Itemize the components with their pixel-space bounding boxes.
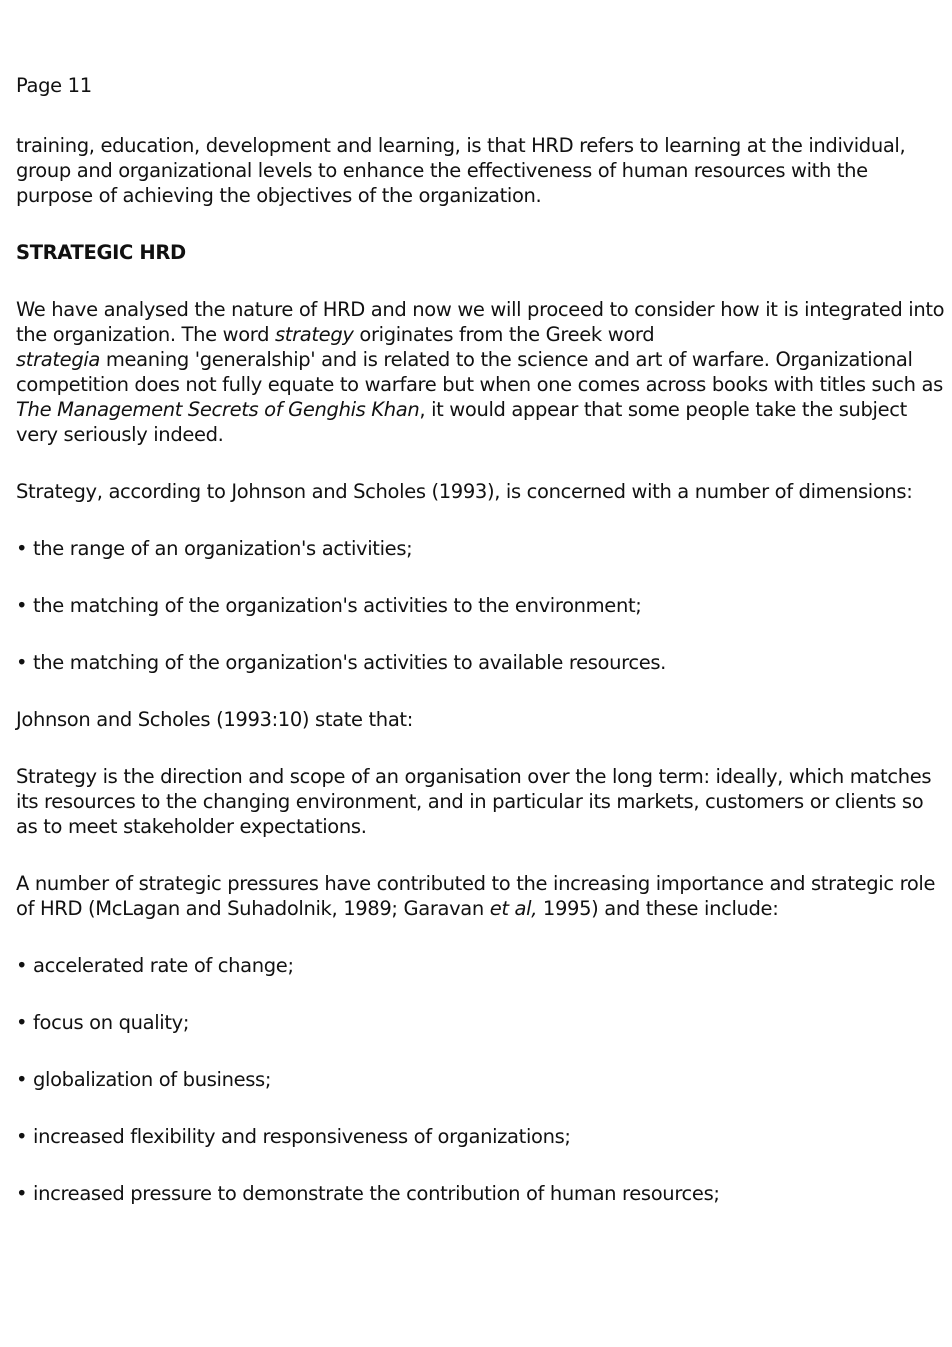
dimension-bullet: • the matching of the organization's activities to the environment; [16,594,642,617]
strategy-paragraph-text: meaning 'generalship' and is related to the science and art of warfare. Organizational competition does not fully equate to warfare but when one comes across books with titles such as [16,348,943,396]
pressures-paragraph [16,871,948,921]
dimension-bullet: • the matching of the organization's activities to available resources. [16,651,667,674]
dimensions-paragraph: Strategy, according to Johnson and Scholes (1993), is concerned with a number of dimensions: [16,480,913,503]
strategy-paragraph-text: , it would appear that some people take the subject very seriously indeed. [16,398,907,446]
pressure-bullet: • increased flexibility and responsiveness of organizations; [16,1125,571,1148]
pressure-bullet: • increased pressure to demonstrate the contribution of human resources; [16,1182,720,1205]
pressure-bullet: • globalization of business; [16,1068,272,1091]
quote-paragraph: Strategy is the direction and scope of an organisation over the long term: ideally, which matches its resources to the changing environment, and in particular its markets, customers or clients so as to meet stakeholder expectations. [16,765,932,838]
et-al-italic: et al, [489,897,538,920]
document-page [16,73,948,1238]
pressure-bullet: • accelerated rate of change; [16,954,294,977]
strategy-paragraph-text: originates from the Greek word [353,323,655,346]
dimension-bullet: • the range of an organization's activities; [16,537,413,560]
pressures-paragraph-text: 1995) and these include: [537,897,779,920]
pressure-bullet: • focus on quality; [16,1011,190,1034]
page-number: Page 11 [16,74,92,97]
section-heading: STRATEGIC HRD [16,241,186,264]
book-title: The Management Secrets of Genghis Khan [16,398,420,421]
strategy-paragraph-text: We have analysed the nature of HRD and now we will proceed to consider how it is integrated into the organization. The word [16,298,945,346]
strategia-italic-word: strategia [16,348,101,371]
pressures-paragraph-text: A number of strategic pressures have contributed to the increasing importance and strategic role of HRD (McLagan and Suhadolnik, 1989; Garavan [16,872,936,920]
strategy-italic-word: strategy [275,323,354,346]
state-paragraph: Johnson and Scholes (1993:10) state that: [16,708,413,731]
strategy-paragraph [16,297,948,447]
intro-paragraph: training, education, development and learning, is that HRD refers to learning at the individual, group and organizational levels to enhance the effectiveness of human resources with the purpose of achieving the objectives of the organization. [16,134,906,207]
